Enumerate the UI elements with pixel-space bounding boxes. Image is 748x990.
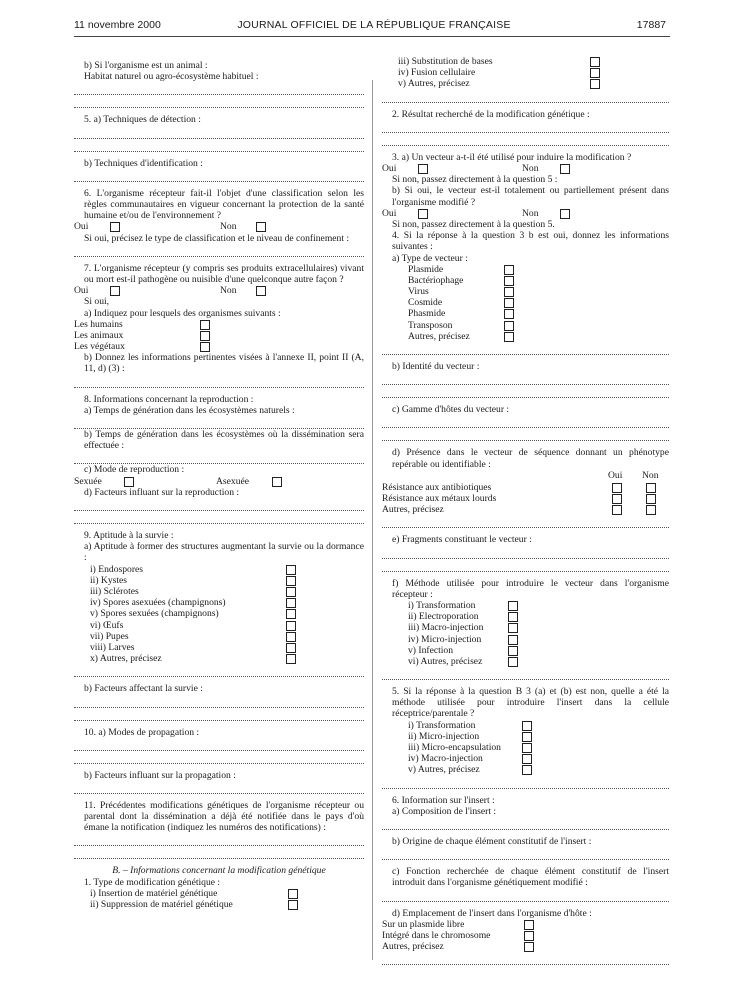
section-b-title: B. – Informations concernant la modification génétique xyxy=(112,865,326,877)
header-date: 11 novembre 2000 xyxy=(74,19,161,31)
q8a-label: a) Temps de génération dans les écosystèmes naturels : xyxy=(84,404,295,416)
q9a-label: a) Aptitude à former des structures augmentant la survie ou la dormance : xyxy=(84,541,364,564)
q4a-item: Plasmide xyxy=(382,264,669,275)
q9a-item: iii) Sclérotes xyxy=(74,586,364,597)
q4f-item: iii) Macro-injection xyxy=(382,622,669,633)
answer-line[interactable] xyxy=(382,372,669,385)
q2-label: 2. Résultat recherché de la modification génétique : xyxy=(392,108,590,120)
q6a-label: a) Composition de l'insert : xyxy=(392,805,497,817)
q1-item-cont: iv) Fusion cellulaire xyxy=(382,67,669,78)
q8-label: 8. Informations concernant la reproduction : xyxy=(84,393,254,405)
q5a-label: 5. a) Techniques de détection : xyxy=(84,114,201,126)
q9b-label: b) Facteurs affectant la survie : xyxy=(84,683,203,695)
answer-line[interactable] xyxy=(382,847,669,860)
q7-oui-non xyxy=(74,285,364,296)
q6-label: 6. Information sur l'insert : xyxy=(392,794,495,806)
q4b-sub: Habitat naturel ou agro-écosystème habituel : xyxy=(84,71,259,83)
answer-line[interactable] xyxy=(382,385,669,398)
q6-oui-non xyxy=(74,221,364,232)
q1-item: ii) Suppression de matériel génétique xyxy=(74,899,364,910)
answer-line[interactable] xyxy=(74,664,364,677)
q8b-label: b) Temps de génération dans les écosystèmes où la dissémination sera effectuée : xyxy=(84,429,364,452)
q6d-label: d) Emplacement de l'insert dans l'organisme d'hôte : xyxy=(392,907,592,919)
q3a-oui-non xyxy=(382,163,669,174)
q4d-label: d) Présence dans le vecteur de séquence donnant un phénotype repérable ou identifiable : xyxy=(392,447,669,470)
oui-label: Oui xyxy=(382,207,397,219)
oui-non-header xyxy=(382,470,669,482)
q9a-item: ii) Kystes xyxy=(74,575,364,586)
answer-line[interactable] xyxy=(74,244,364,257)
answer-line[interactable] xyxy=(74,781,364,794)
asexuee-label: Asexuée xyxy=(216,475,250,487)
q9a-item: viii) Larves xyxy=(74,642,364,653)
non-label: Non xyxy=(522,162,539,174)
q10a-label: 10. a) Modes de propagation : xyxy=(84,726,200,738)
q4d-item: Résistance aux antibiotiques xyxy=(382,482,669,493)
answer-line[interactable] xyxy=(74,375,364,388)
q4f-item: iv) Micro-injection xyxy=(382,634,669,645)
q6d-item: Sur un plasmide libre xyxy=(382,919,669,930)
checkbox[interactable] xyxy=(508,657,518,669)
oui-checkbox[interactable] xyxy=(612,505,622,517)
q4f-label: f) Méthode utilisée pour introduire le vecteur dans l'organisme récepteur : xyxy=(392,577,669,600)
non-label: Non xyxy=(522,207,539,219)
answer-line[interactable] xyxy=(74,95,364,108)
answer-line[interactable] xyxy=(74,139,364,152)
non-col-header: Non xyxy=(642,469,659,481)
q3b-label: b) Si oui, le vecteur est-il totalement ou partiellement présent dans l'organisme modifié ? xyxy=(392,185,669,208)
answer-line[interactable] xyxy=(74,695,364,708)
q6-sioui: Si oui, précisez le type de classification et le niveau de confinement : xyxy=(84,232,350,244)
q7a-item: Les animaux xyxy=(74,330,364,341)
q4f-item: ii) Electroporation xyxy=(382,611,669,622)
q5-item: iii) Micro-encapsulation xyxy=(382,742,669,753)
q7a-label: a) Indiquez pour lesquels des organismes suivants : xyxy=(84,307,281,319)
q11-text: 11. Précédentes modifications génétiques de l'organisme récepteur ou parental dont la dissémination a déjà été notifiée dans le pays d'où émane la notification (indiquez les numéros des notifications) : xyxy=(84,799,364,834)
q7a-item: Les humains xyxy=(74,319,364,330)
answer-line[interactable] xyxy=(382,515,669,528)
answer-line[interactable] xyxy=(382,133,669,146)
q5-text: 5. Si la réponse à la question B 3 (a) et (b) est non, quelle a été la méthode utilisée pour introduire l'insert dans la cellule réceptrice/parentale ? xyxy=(392,686,669,720)
sexuee-label: Sexuée xyxy=(74,475,102,487)
q5-item: i) Transformation xyxy=(382,720,669,731)
non-label: Non xyxy=(220,285,237,297)
q4a-item: Virus xyxy=(382,286,669,297)
oui-label: Oui xyxy=(74,221,89,233)
answer-line[interactable] xyxy=(382,415,669,428)
column-separator xyxy=(372,80,373,960)
q10b-label: b) Facteurs influant sur la propagation : xyxy=(84,769,236,781)
answer-line[interactable] xyxy=(382,667,669,680)
q8c-label: c) Mode de reproduction : xyxy=(84,464,185,476)
q1-item-cont: iii) Substitution de bases xyxy=(382,56,669,67)
oui-label: Oui xyxy=(382,162,397,174)
q9a-item: iv) Spores asexuées (champignons) xyxy=(74,597,364,608)
answer-line[interactable] xyxy=(382,889,669,902)
answer-line[interactable] xyxy=(382,342,669,355)
answer-line[interactable] xyxy=(74,738,364,751)
answer-line[interactable] xyxy=(382,559,669,572)
oui-label: Oui xyxy=(74,285,89,297)
q4e-label: e) Fragments constituant le vecteur : xyxy=(392,534,532,546)
q4f-item: i) Transformation xyxy=(382,600,669,611)
answer-line[interactable] xyxy=(74,416,364,429)
left-column xyxy=(74,40,364,910)
q6b-label: b) Origine de chaque élément constitutif de l'insert : xyxy=(392,835,592,847)
q1-label: 1. Type de modification génétique : xyxy=(84,876,221,888)
q7-sioui: Si oui, xyxy=(84,296,110,308)
checkbox[interactable] xyxy=(504,332,514,344)
q4b-label: b) Identité du vecteur : xyxy=(392,361,480,372)
answer-line[interactable] xyxy=(74,451,364,464)
answer-line[interactable] xyxy=(382,90,669,103)
page-header xyxy=(0,14,748,36)
q3a-label: 3. a) Un vecteur a-t-il été utilisé pour induire la modification ? xyxy=(392,151,632,163)
answer-line[interactable] xyxy=(74,846,364,859)
checkbox[interactable] xyxy=(522,765,532,777)
answer-line[interactable] xyxy=(382,428,669,441)
q4a-label: a) Type de vecteur : xyxy=(392,252,468,264)
oui-col-header: Oui xyxy=(608,469,623,481)
q9a-item: vi) Œufs xyxy=(74,620,364,631)
q4b-title: b) Si l'organisme est un animal : xyxy=(84,60,208,71)
q4a-item: Bactériophage xyxy=(382,275,669,286)
q3b-oui-non xyxy=(382,208,669,219)
q6-text: 6. L'organisme récepteur fait-il l'objet d'une classification selon les règles communautaires en vigueur concernant la protection de la santé humaine et/ou de l'environnement ? xyxy=(84,187,364,222)
checkbox[interactable] xyxy=(286,654,296,666)
q4c-label: c) Gamme d'hôtes du vecteur : xyxy=(392,404,510,416)
q1-item-cont: v) Autres, précisez xyxy=(382,78,669,89)
q5-item: v) Autres, précisez xyxy=(382,764,669,775)
q4f-item: v) Infection xyxy=(382,645,669,656)
q3-sinon: Si non, passez directement à la question 5 : xyxy=(392,174,558,186)
answer-line[interactable] xyxy=(382,817,669,830)
header-rule xyxy=(74,36,670,37)
q8d-label: d) Facteurs influant sur la reproduction : xyxy=(84,486,240,498)
answer-line[interactable] xyxy=(74,82,364,95)
q6d-item: Intégré dans le chromosome xyxy=(382,930,669,941)
q4a-item: Autres, précisez xyxy=(382,331,669,342)
answer-line[interactable] xyxy=(382,120,669,133)
q6c-label: c) Fonction recherchée de chaque élément constitutif de l'insert introduit dans l'organisme génétiquement modifié : xyxy=(392,866,669,889)
answer-line[interactable] xyxy=(74,751,364,764)
q9a-item: v) Spores sexuées (champignons) xyxy=(74,608,364,619)
q9a-item: x) Autres, précisez xyxy=(74,653,364,664)
checkbox[interactable] xyxy=(524,942,534,954)
answer-line[interactable] xyxy=(74,708,364,721)
q9-label: 9. Aptitude à la survie : xyxy=(84,530,174,542)
q9a-item: vii) Pupes xyxy=(74,631,364,642)
q4a-item: Cosmide xyxy=(382,297,669,308)
q6d-item: Autres, précisez xyxy=(382,941,669,952)
non-label: Non xyxy=(220,221,237,233)
q4-label: 4. Si la réponse à la question 3 b est oui, donnez les informations suivantes : xyxy=(392,230,669,253)
answer-line[interactable] xyxy=(74,498,364,511)
q4d-item: Résistance aux métaux lourds xyxy=(382,493,669,504)
answer-line[interactable] xyxy=(74,511,364,524)
q8c-options xyxy=(74,476,364,487)
answer-line[interactable] xyxy=(382,546,669,559)
q4a-item: Transposon xyxy=(382,320,669,331)
q7b-label: b) Donnez les informations pertinentes visées à l'annexe II, point II (A, 11, d) (3) : xyxy=(84,352,364,375)
right-column xyxy=(382,40,669,965)
non-checkbox[interactable] xyxy=(646,505,656,517)
answer-line[interactable] xyxy=(74,169,364,182)
q9a-item: i) Endospores xyxy=(74,564,364,575)
q5-item: iv) Macro-injection xyxy=(382,753,669,764)
answer-line[interactable] xyxy=(74,126,364,139)
answer-line[interactable] xyxy=(74,833,364,846)
checkbox[interactable] xyxy=(288,900,298,912)
q5-item: ii) Micro-injection xyxy=(382,731,669,742)
checkbox[interactable] xyxy=(590,79,600,91)
q7a-item: Les végétaux xyxy=(74,341,364,352)
q1-item: i) Insertion de matériel génétique xyxy=(74,888,364,899)
q4a-item: Phasmide xyxy=(382,308,669,319)
q4f-item: vi) Autres, précisez xyxy=(382,656,669,667)
q5b-label: b) Techniques d'identification : xyxy=(84,157,203,169)
page-number: 17887 xyxy=(636,19,666,31)
q4d-item: Autres, précisez xyxy=(382,504,669,515)
q7-text: 7. L'organisme récepteur (y compris ses produits extracellulaires) vivant ou mort est-il pathogène ou nuisible d'une quelconque autre façon ? xyxy=(84,262,364,285)
q3b-sinon: Si non, passez directement à la question 5. xyxy=(392,218,555,230)
journal-title: JOURNAL OFFICIEL DE LA RÉPUBLIQUE FRANÇAISE xyxy=(237,19,511,31)
